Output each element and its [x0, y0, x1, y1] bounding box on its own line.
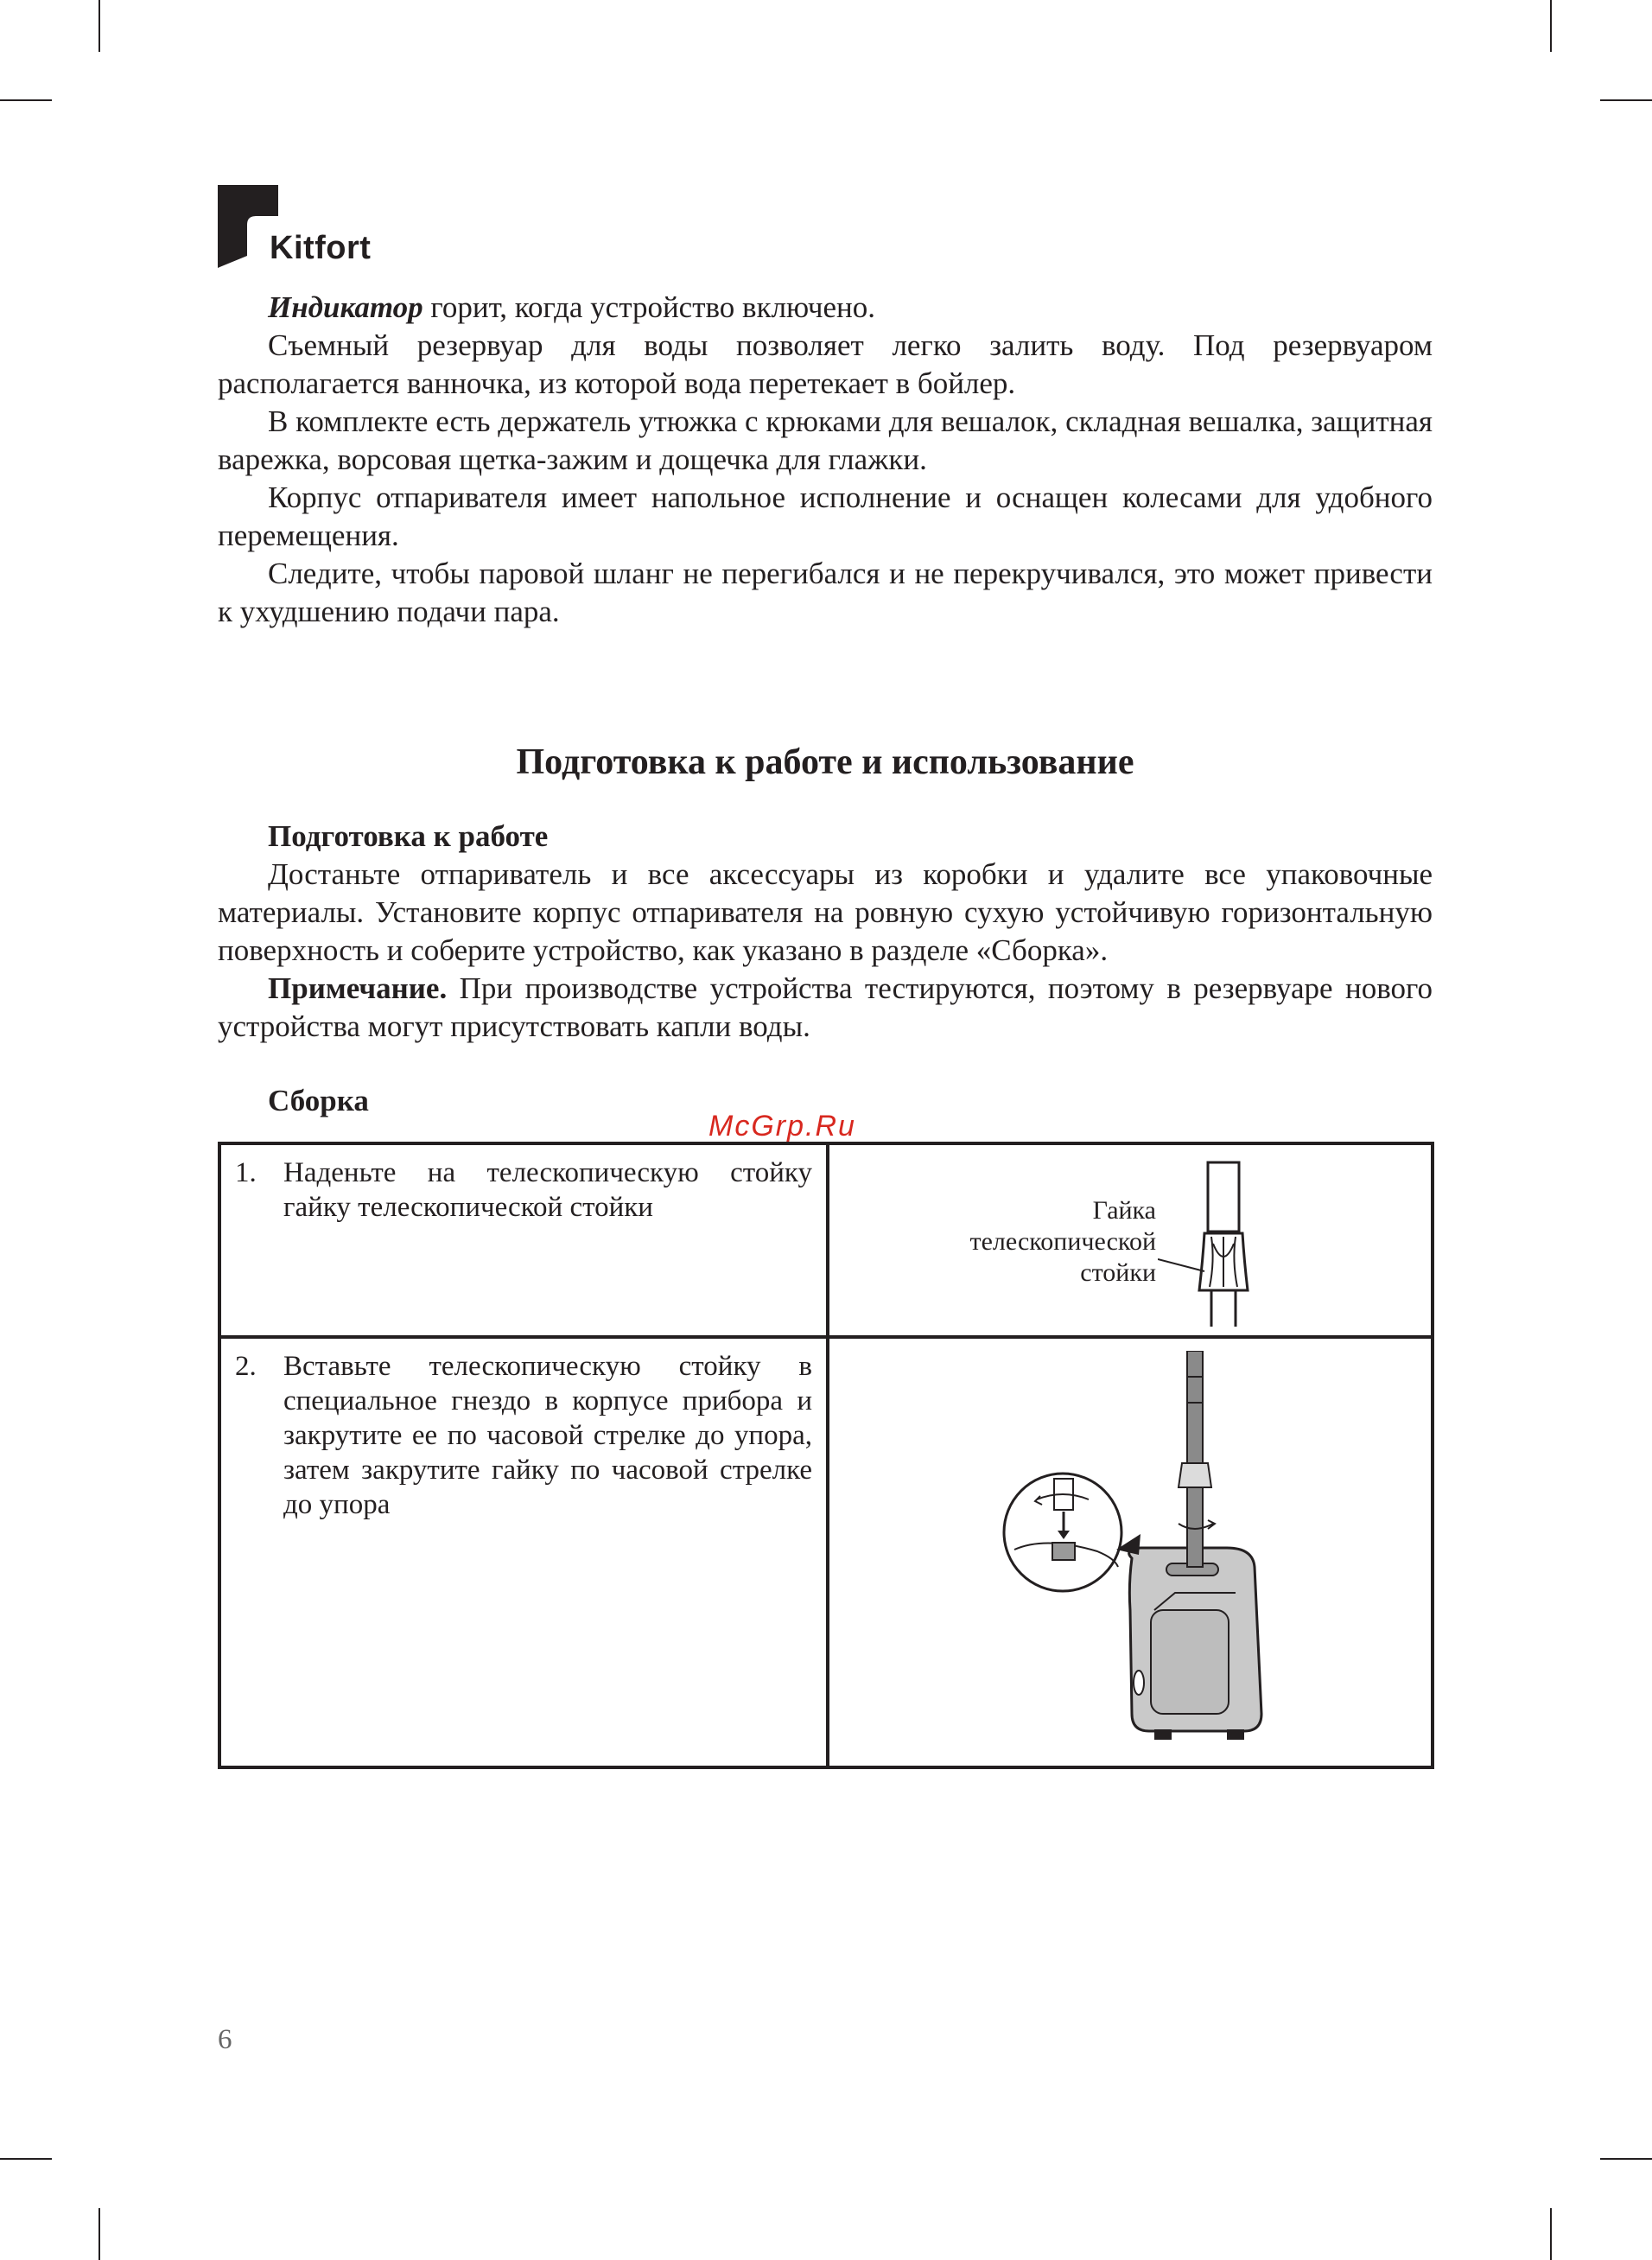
note-label: Примечание. — [268, 971, 448, 1005]
step-text: Вставьте телескопическую стойку в специальное гнездо в корпусе прибора и закрутите ее по часовой стрелке до упора, затем закрутите гайку по часовой стрелке до упора — [283, 1351, 812, 1520]
prep-heading: Подготовка к работе — [268, 819, 549, 853]
crop-mark — [1550, 0, 1552, 52]
page-content — [218, 289, 1433, 1120]
crop-mark — [98, 0, 100, 52]
step-image-cell — [828, 1337, 1433, 1767]
step-text: Наденьте на телескопическую стойку гайку телескопической стойки — [283, 1157, 812, 1223]
intro-paragraph-indicator — [218, 289, 1433, 327]
steamer-assembly-illustration — [1002, 1351, 1279, 1757]
telescopic-nut-illustration — [1158, 1157, 1279, 1330]
indicator-term: Индикатор — [268, 290, 423, 324]
crop-mark — [1600, 2158, 1652, 2160]
prep-paragraph: Достаньте отпариватель и все аксессуары из коробки и удалите все упаковочные материалы. Установите корпус отпаривателя на ровную сухую устойчивую горизонтальную поверхность и соберите устройство, как указано в разделе «Сборка». — [218, 857, 1433, 967]
intro-paragraph-reservoir: Съемный резервуар для воды позволяет легко залить воду. Под резервуаром располагается ванночка, из которой вода перетекает в бойлер. — [218, 328, 1433, 400]
crop-mark — [0, 2158, 52, 2160]
crop-mark — [1550, 2208, 1552, 2260]
assembly-heading: Сборка — [268, 1084, 369, 1117]
page-number: 6 — [218, 2024, 232, 2055]
step-image-cell — [828, 1143, 1433, 1337]
step-number: 2. — [235, 1351, 257, 1382]
crop-mark — [98, 2208, 100, 2260]
logo-text: Kitfort — [270, 230, 372, 266]
nut-label — [969, 1195, 1156, 1289]
step-text-cell — [219, 1143, 828, 1337]
intro-paragraph-body: Корпус отпаривателя имеет напольное исполнение и оснащен колесами для удобного перемещения. — [218, 481, 1433, 552]
crop-mark — [0, 99, 52, 101]
step-text-cell — [219, 1337, 828, 1767]
intro-paragraph-kit: В комплекте есть держатель утюжка с крюками для вешалок, складная вешалка, защитная варежка, ворсовая щетка-зажим и дощечка для глажки. — [218, 404, 1433, 476]
note-paragraph — [218, 970, 1433, 1046]
note-text: При производстве устройства тестируются, поэтому в резервуаре нового устройства могут присутствовать капли воды. — [218, 971, 1433, 1043]
intro-paragraph-hose: Следите, чтобы паровой шланг не перегибался и не перекручивался, это может привести к ухудшению подачи пара. — [218, 557, 1433, 628]
step-number: 1. — [235, 1157, 257, 1188]
nut-label-line: стойки — [1080, 1258, 1156, 1287]
table-row — [219, 1337, 1433, 1767]
section-title: Подготовка к работе и использование — [516, 742, 1134, 782]
indicator-text: горит, когда устройство включено. — [423, 290, 875, 324]
nut-label-line: Гайка — [1092, 1196, 1156, 1225]
assembly-table — [218, 1142, 1434, 1769]
crop-mark — [1600, 99, 1652, 101]
brand-logo — [218, 185, 391, 271]
nut-label-line: телескопической — [969, 1227, 1156, 1256]
table-row — [219, 1143, 1433, 1337]
watermark: McGrp.Ru — [708, 1110, 856, 1143]
